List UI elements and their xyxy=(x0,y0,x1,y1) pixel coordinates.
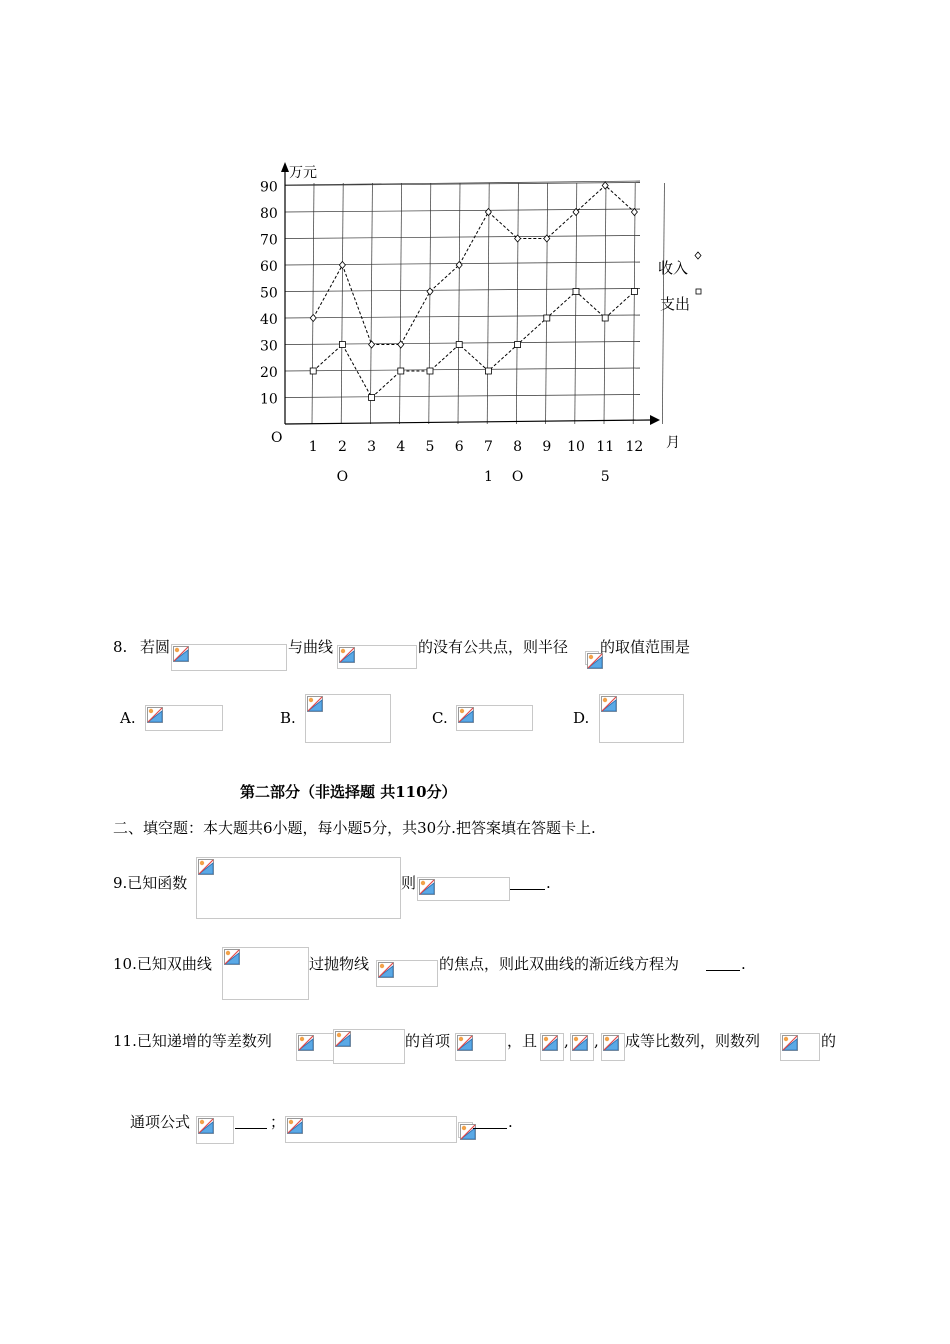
legend-income-label: 收入 xyxy=(658,259,689,277)
q11-text-5: 的 xyxy=(821,1032,837,1050)
grid-line-horizontal xyxy=(285,209,640,212)
income-expense-chart xyxy=(0,0,950,520)
grid-line-vertical xyxy=(487,183,489,424)
x-tick-label: 6 xyxy=(454,439,464,455)
below-axis-mark: O xyxy=(336,469,349,485)
expense-point xyxy=(310,368,316,374)
below-axis-mark: O xyxy=(511,469,524,485)
income-point xyxy=(485,209,491,216)
formula-image-icon xyxy=(305,694,391,743)
y-tick-label: 10 xyxy=(260,391,278,408)
chart-grid xyxy=(285,181,664,424)
legend-expense-marker xyxy=(696,289,701,294)
y-tick-label: 20 xyxy=(260,365,278,381)
x-tick-label: 5 xyxy=(425,439,435,455)
expense-point xyxy=(369,395,375,401)
grid-line-vertical xyxy=(546,183,548,424)
q11-text-7: ； xyxy=(270,1113,286,1131)
q11-text-3: ，且 xyxy=(507,1032,538,1050)
q10-text-3: 的焦点，则此双曲线的渐近线方程为 xyxy=(439,955,680,973)
q10-text-1: 10.已知双曲线 xyxy=(113,955,212,973)
q11-answer-blank-1[interactable] xyxy=(235,1114,267,1129)
q9-answer-blank[interactable] xyxy=(510,875,545,890)
formula-image-icon xyxy=(171,644,287,671)
q11-answer-blank-2[interactable] xyxy=(473,1114,507,1129)
formula-image-icon xyxy=(585,651,599,665)
formula-image-icon xyxy=(333,1029,405,1064)
x-axis-arrow xyxy=(650,415,660,425)
chart-series xyxy=(310,182,637,401)
part2-title: 第二部分（非选择题 共110分） xyxy=(240,783,457,801)
expense-point xyxy=(631,289,637,295)
y-tick-label: 70 xyxy=(260,232,278,249)
x-tick-label: 2 xyxy=(337,439,347,455)
formula-image-icon xyxy=(455,1033,506,1061)
formula-image-icon xyxy=(599,694,684,743)
grid-line-vertical xyxy=(370,183,372,424)
chart-axes xyxy=(281,162,660,425)
x-tick-label: 10 xyxy=(567,439,585,455)
expense-point xyxy=(339,342,345,348)
q8-text-3: 的没有公共点，则半径 xyxy=(418,638,569,656)
x-tick-label: 11 xyxy=(596,439,615,455)
grid-line-vertical xyxy=(429,183,431,424)
formula-image-icon xyxy=(285,1116,457,1143)
formula-image-icon xyxy=(337,645,417,669)
grid-line-horizontal xyxy=(285,289,640,292)
q10-text-4: . xyxy=(741,955,746,973)
part2-instruction: 二、填空题：本大题共6小题，每小题5分，共30分.把答案填在答题卡上. xyxy=(113,819,596,837)
q11-text-4: 成等比数列，则数列 xyxy=(625,1032,761,1050)
q10-text-2: 过抛物线 xyxy=(309,955,370,973)
formula-image-icon xyxy=(417,877,510,901)
legend-expense-label: 支出 xyxy=(660,295,691,313)
q9-text-3: . xyxy=(546,874,551,892)
q11-comma-1: , xyxy=(564,1032,569,1050)
formula-image-icon xyxy=(196,857,401,919)
below-axis-mark: 5 xyxy=(600,469,610,485)
expense-point xyxy=(573,289,579,295)
formula-image-icon xyxy=(456,705,533,731)
q11-text-2: 的首项 xyxy=(405,1032,451,1050)
grid-line-vertical xyxy=(633,183,635,424)
formula-image-icon xyxy=(540,1033,564,1061)
formula-image-icon xyxy=(570,1033,594,1061)
grid-line-horizontal xyxy=(285,236,640,239)
grid-line-vertical xyxy=(575,183,577,424)
y-axis-arrow xyxy=(281,162,289,172)
y-tick-label: 50 xyxy=(260,285,278,302)
q11-text-8: . xyxy=(508,1113,513,1131)
grid-line-horizontal xyxy=(285,262,640,265)
formula-image-icon xyxy=(296,1033,334,1061)
grid-line-vertical xyxy=(458,183,460,424)
grid-line-vertical xyxy=(400,183,402,424)
chart-canvas xyxy=(0,0,950,520)
income-point xyxy=(427,288,433,295)
q8-option-c: C. xyxy=(432,709,448,727)
income-point xyxy=(398,341,404,348)
grid-line-horizontal xyxy=(285,315,640,318)
grid-line-vertical xyxy=(516,183,518,424)
y-axis-label: 万元 xyxy=(289,165,317,181)
q8-text-2: 与曲线 xyxy=(288,638,334,656)
expense-point xyxy=(602,315,608,321)
y-tick-label: 60 xyxy=(260,259,278,275)
q9-text-1: 9.已知函数 xyxy=(113,874,188,892)
q11-text-1: 11.已知递增的等差数列 xyxy=(113,1032,272,1050)
expense-point xyxy=(456,342,462,348)
y-tick-label: 40 xyxy=(260,312,278,328)
formula-image-icon xyxy=(601,1033,625,1061)
expense-point xyxy=(544,315,550,321)
q8-option-a: A. xyxy=(120,709,136,727)
expense-point xyxy=(515,342,521,348)
income-point xyxy=(339,262,345,269)
formula-image-icon xyxy=(458,1122,473,1138)
y-tick-label: 80 xyxy=(260,206,278,222)
formula-image-icon xyxy=(145,705,223,731)
grid-line-vertical xyxy=(312,183,314,424)
q8-number: 8. xyxy=(113,638,128,656)
q8-text-1: 若圆 xyxy=(140,638,171,656)
q11-text-6: 通项公式 xyxy=(130,1113,191,1131)
grid-line-vertical xyxy=(341,183,343,424)
formula-image-icon xyxy=(196,1116,234,1144)
below-axis-mark: 1 xyxy=(483,469,493,485)
income-point xyxy=(310,315,316,322)
y-tick-label: 30 xyxy=(260,338,278,355)
formula-image-icon xyxy=(780,1033,820,1061)
x-tick-label: 4 xyxy=(396,439,406,455)
q8-option-d: D. xyxy=(573,709,590,727)
x-tick-label: 8 xyxy=(513,439,523,455)
grid-line-horizontal xyxy=(285,395,640,398)
q10-answer-blank[interactable] xyxy=(706,956,740,971)
income-point xyxy=(631,209,637,216)
x-axis xyxy=(285,420,650,424)
series-line-expense xyxy=(313,292,634,398)
formula-image-icon xyxy=(376,960,438,987)
expense-point xyxy=(398,368,404,374)
x-tick-label: 7 xyxy=(483,439,493,455)
expense-point xyxy=(427,368,433,374)
grid-line-horizontal xyxy=(285,368,640,371)
y-tick-label: 90 xyxy=(260,179,278,196)
x-tick-label: 3 xyxy=(367,439,377,455)
x-tick-label: 12 xyxy=(625,439,644,455)
formula-image-icon xyxy=(222,947,309,1000)
q8-text-4: 的取值范围是 xyxy=(600,638,691,656)
grid-line-vertical xyxy=(604,183,606,424)
origin-label: O xyxy=(271,430,283,446)
expense-point xyxy=(485,368,491,374)
x-axis-label: 月 xyxy=(666,435,680,451)
x-tick-label: 9 xyxy=(542,439,552,455)
q9-text-2: 则 xyxy=(401,874,417,892)
q8-option-b: B. xyxy=(280,709,296,727)
x-tick-label: 1 xyxy=(308,439,318,455)
income-point xyxy=(369,341,375,348)
legend-income-marker xyxy=(695,252,701,259)
q11-comma-2: , xyxy=(594,1032,599,1050)
